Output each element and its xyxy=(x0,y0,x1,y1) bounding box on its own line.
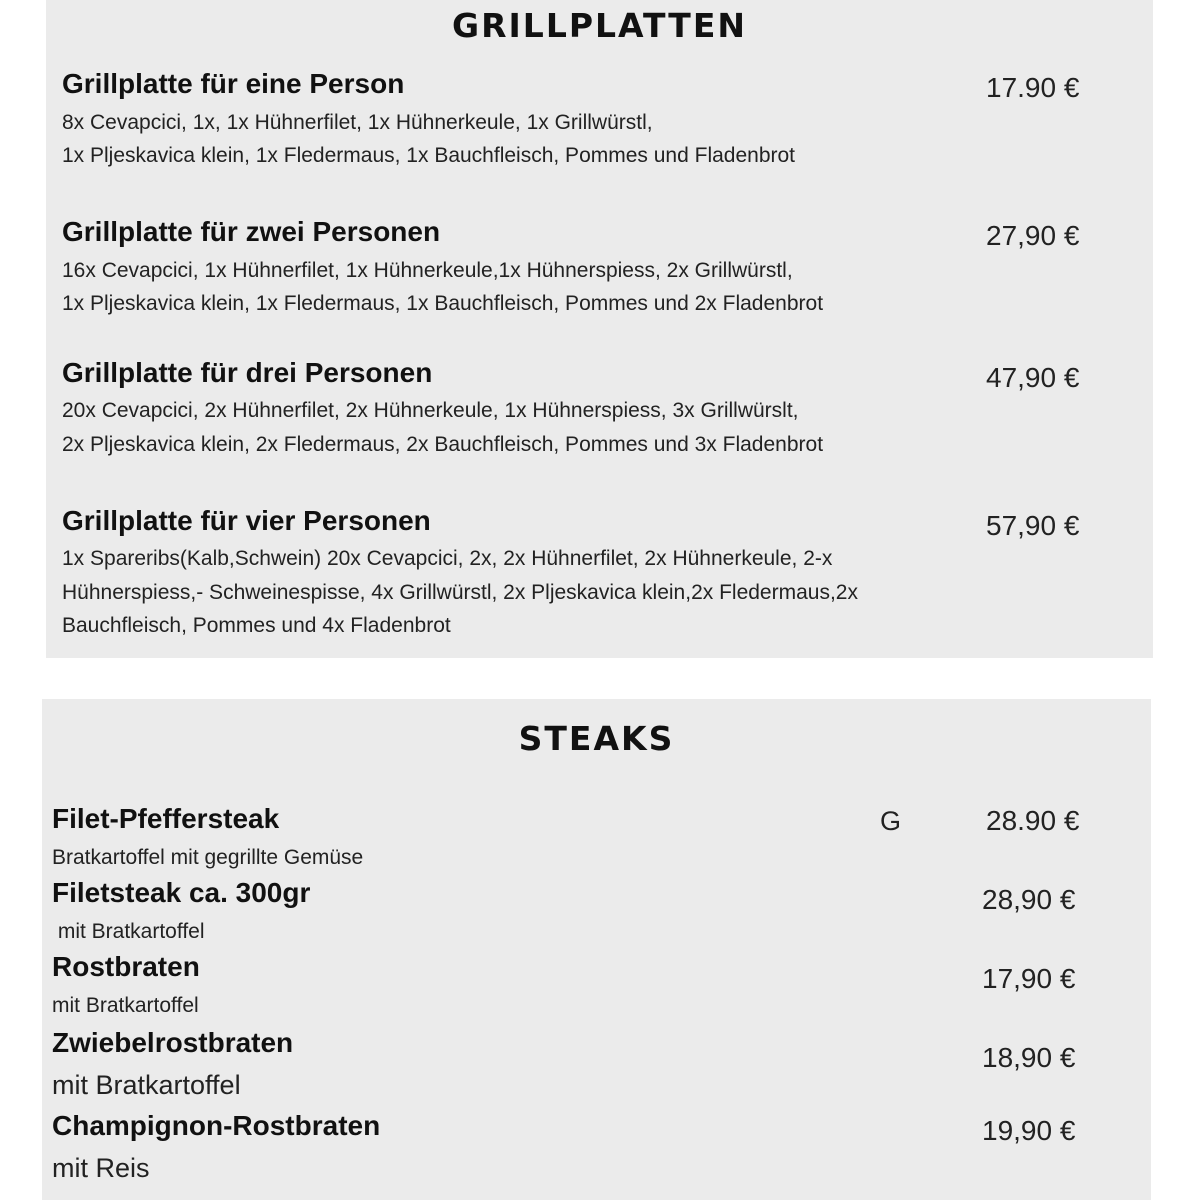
item-description-line: 1x Pljeskavica klein, 1x Fledermaus, 1x Bauchfleisch, Pommes und Fladenbrot xyxy=(62,144,796,167)
item-description-line: 20x Cevapcici, 2x Hühnerfilet, 2x Hühnerkeule, 1x Hühnerspiess, 3x Grillwürslt, xyxy=(62,399,799,422)
item-price: 28,90 € xyxy=(982,884,1076,915)
item-name: Grillplatte für vier Personen xyxy=(62,505,431,536)
item-price: 18,90 € xyxy=(982,1042,1076,1073)
item-price: 27,90 € xyxy=(986,220,1080,251)
steaks-section xyxy=(42,699,1151,1200)
item-description: mit Reis xyxy=(52,1153,150,1183)
item-description-line: Bauchfleisch, Pommes und 4x Fladenbrot xyxy=(62,614,451,637)
item-description: mit Bratkartoffel xyxy=(52,920,205,943)
section-title-steaks: STEAKS xyxy=(518,719,675,758)
item-name: Grillplatte für drei Personen xyxy=(62,357,433,388)
item-description-line: 1x Spareribs(Kalb,Schwein) 20x Cevapcici, 2x, 2x Hühnerfilet, 2x Hühnerkeule, 2-x xyxy=(62,547,833,570)
item-name: Filetsteak ca. 300gr xyxy=(52,877,311,908)
item-price: 17,90 € xyxy=(982,963,1076,994)
item-price: 28.90 € xyxy=(986,805,1080,836)
item-name: Filet-Pfeffersteak xyxy=(52,803,280,834)
item-name: Zwiebelrostbraten xyxy=(52,1027,294,1058)
item-name: Grillplatte für zwei Personen xyxy=(62,216,441,247)
item-name: Grillplatte für eine Person xyxy=(62,68,405,99)
item-description-line: 8x Cevapcici, 1x, 1x Hühnerfilet, 1x Hühnerkeule, 1x Grillwürstl, xyxy=(62,111,653,134)
item-price: 47,90 € xyxy=(986,362,1080,393)
section-title-grillplatten: GRILLPLATTEN xyxy=(452,6,747,45)
item-tag: G xyxy=(880,806,902,836)
item-name: Champignon-Rostbraten xyxy=(52,1110,381,1141)
item-price: 57,90 € xyxy=(986,510,1080,541)
item-name: Rostbraten xyxy=(52,951,200,982)
item-price: 17.90 € xyxy=(986,72,1080,103)
item-description-line: 2x Pljeskavica klein, 2x Fledermaus, 2x Bauchfleisch, Pommes und 3x Fladenbrot xyxy=(62,433,824,456)
item-description: mit Bratkartoffel xyxy=(52,1070,241,1100)
item-description: Bratkartoffel mit gegrillte Gemüse xyxy=(52,846,364,869)
item-price: 19,90 € xyxy=(982,1115,1076,1146)
item-description-line: 1x Pljeskavica klein, 1x Fledermaus, 1x Bauchfleisch, Pommes und 2x Fladenbrot xyxy=(62,292,824,315)
item-description-line: 16x Cevapcici, 1x Hühnerfilet, 1x Hühnerkeule,1x Hühnerspiess, 2x Grillwürstl, xyxy=(62,259,793,282)
item-description: mit Bratkartoffel xyxy=(52,994,199,1017)
grillplatten-section xyxy=(46,0,1153,658)
item-description-line: Hühnerspiess,- Schweinespisse, 4x Grillwürstl, 2x Pljeskavica klein,2x Fledermaus,2x xyxy=(62,581,858,604)
